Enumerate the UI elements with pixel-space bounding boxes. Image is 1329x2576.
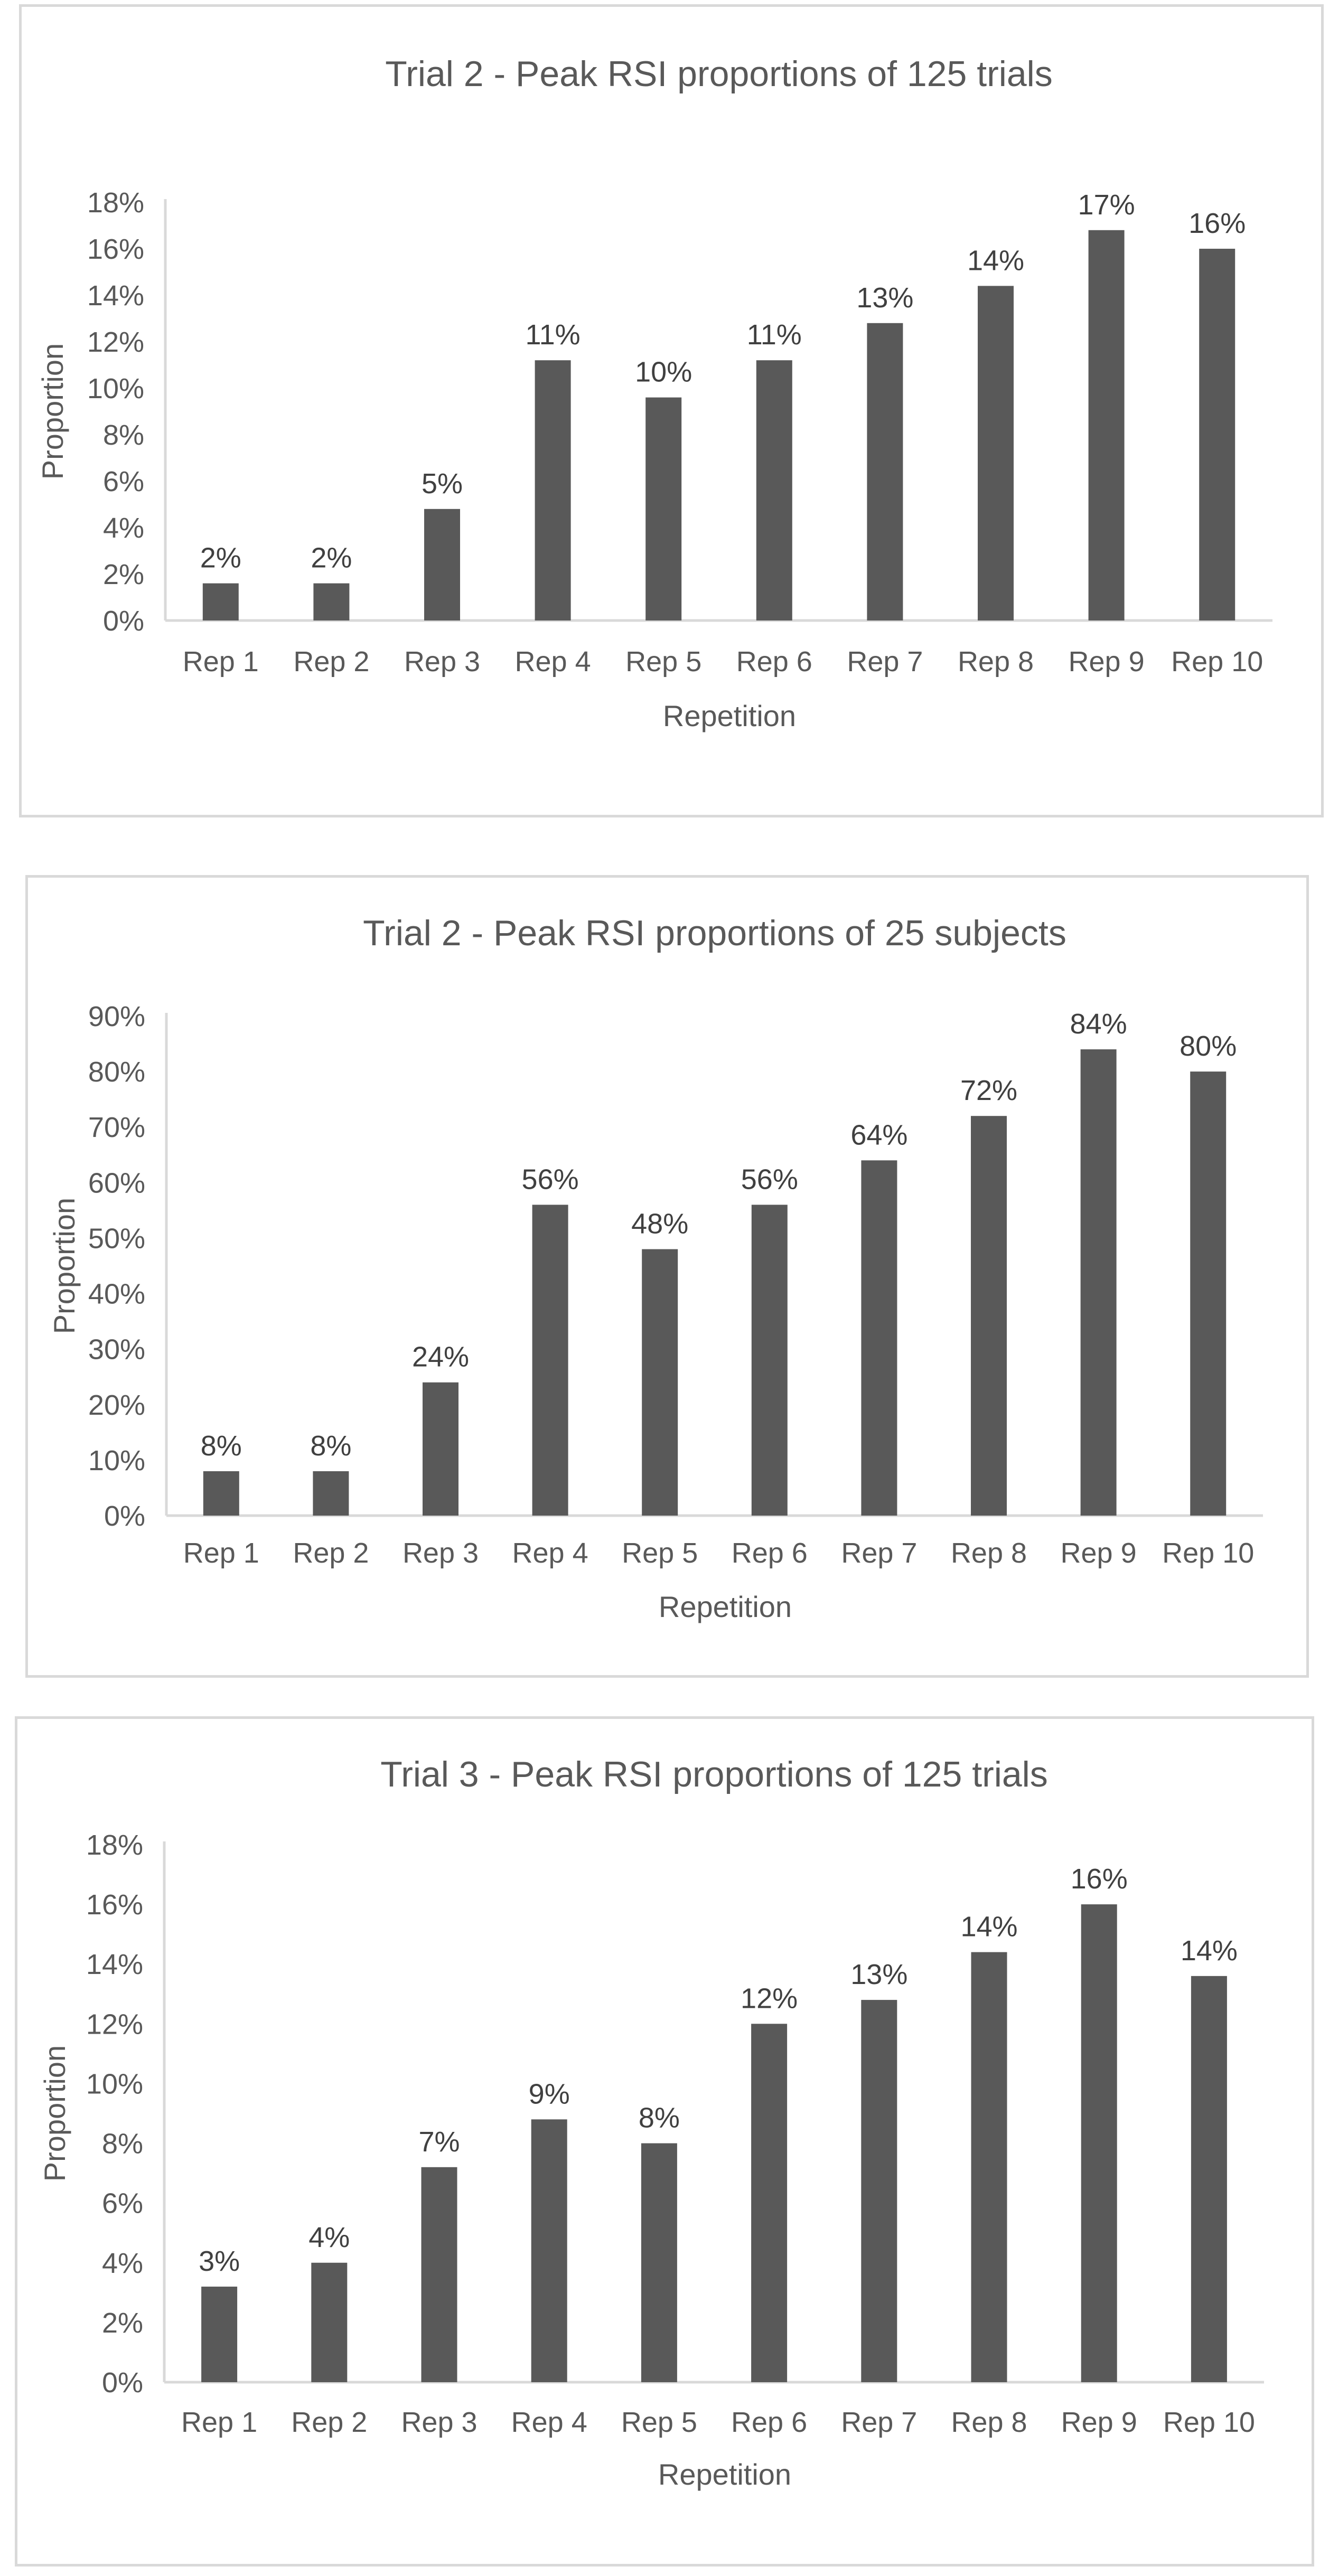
bar: [1199, 249, 1235, 621]
bar: [422, 2167, 457, 2382]
bar: [311, 2263, 347, 2382]
data-label: 12%: [741, 1982, 798, 2015]
data-label: 4%: [308, 2221, 350, 2253]
data-label: 13%: [856, 281, 914, 314]
data-label: 11%: [746, 319, 802, 351]
y-tick-label: 18%: [86, 1829, 143, 1861]
bar: [313, 1471, 349, 1516]
data-label: 5%: [421, 467, 463, 500]
bar: [532, 1205, 568, 1516]
data-label: 14%: [960, 1911, 1018, 1943]
y-tick-label: 12%: [86, 2008, 143, 2041]
y-tick-label: 8%: [101, 2128, 143, 2160]
x-category-label: Rep 9: [1068, 646, 1145, 678]
bar: [1191, 1976, 1227, 2382]
bar: [1190, 1071, 1226, 1516]
x-category-label: Rep 9: [1061, 2406, 1137, 2438]
bar: [535, 360, 571, 621]
data-label: 13%: [850, 1959, 908, 1991]
data-label: 48%: [631, 1208, 689, 1240]
y-tick-label: 50%: [88, 1223, 145, 1255]
data-label: 16%: [1070, 1863, 1128, 1895]
x-category-label: Rep 7: [847, 646, 923, 678]
x-axis-label: Repetition: [658, 1590, 792, 1623]
data-label: 9%: [528, 2078, 570, 2110]
y-tick-label: 10%: [88, 1444, 145, 1477]
x-category-label: Rep 3: [402, 1537, 479, 1569]
bar: [861, 2000, 897, 2382]
y-tick-label: 40%: [88, 1278, 145, 1310]
bar: [1089, 230, 1125, 621]
y-tick-label: 10%: [86, 2068, 143, 2100]
x-category-label: Rep 7: [841, 2406, 918, 2438]
data-label: 7%: [418, 2126, 460, 2158]
y-tick-label: 20%: [88, 1389, 145, 1421]
y-tick-label: 8%: [102, 419, 144, 451]
data-label: 14%: [1180, 1934, 1238, 1967]
bar: [203, 1471, 239, 1516]
data-label: 80%: [1180, 1030, 1237, 1063]
data-label: 64%: [850, 1119, 908, 1151]
x-axis-label: Repetition: [658, 2458, 792, 2491]
x-category-label: Rep 5: [622, 1537, 698, 1569]
x-category-label: Rep 9: [1060, 1537, 1137, 1569]
bar: [531, 2119, 567, 2382]
x-category-label: Rep 8: [957, 646, 1034, 678]
x-category-label: Rep 2: [293, 1537, 369, 1569]
x-category-label: Rep 8: [950, 1537, 1027, 1569]
y-tick-label: 0%: [101, 2367, 143, 2399]
y-tick-label: 16%: [86, 1889, 143, 1921]
x-category-label: Rep 5: [621, 2406, 697, 2438]
data-label: 10%: [635, 356, 692, 388]
y-tick-label: 12%: [87, 326, 144, 358]
x-category-label: Rep 1: [183, 1537, 259, 1569]
x-category-label: Rep 5: [625, 646, 702, 678]
chart-svg-2: [28, 878, 1306, 1675]
y-tick-label: 14%: [87, 280, 144, 312]
y-axis-label: Proportion: [36, 343, 69, 480]
x-category-label: Rep 6: [731, 2406, 808, 2438]
x-category-label: Rep 10: [1163, 2406, 1255, 2438]
data-label: 16%: [1188, 208, 1246, 239]
y-axis-label: Proportion: [48, 1197, 81, 1334]
bar: [423, 1383, 458, 1516]
y-tick-label: 30%: [88, 1333, 145, 1366]
x-category-label: Rep 10: [1162, 1537, 1255, 1569]
y-tick-label: 0%: [102, 605, 144, 637]
data-label: 2%: [200, 542, 241, 574]
x-category-label: Rep 2: [291, 2406, 368, 2438]
chart-title: Trial 3 - Peak RSI proportions of 125 trials: [380, 1754, 1048, 1794]
y-tick-label: 2%: [101, 2307, 143, 2339]
x-category-label: Rep 3: [404, 646, 481, 678]
x-axis-label: Repetition: [662, 699, 797, 732]
data-label: 72%: [960, 1075, 1018, 1107]
data-label: 84%: [1070, 1008, 1127, 1040]
x-category-label: Rep 1: [181, 2406, 258, 2438]
chart-title: Trial 2 - Peak RSI proportions of 125 trials: [385, 54, 1053, 94]
data-label: 56%: [741, 1163, 798, 1196]
y-tick-label: 6%: [102, 466, 144, 497]
x-category-label: Rep 4: [511, 2406, 587, 2438]
chart-svg-1: [22, 7, 1321, 815]
data-label: 3%: [199, 2245, 240, 2278]
x-category-label: Rep 10: [1171, 646, 1264, 678]
x-category-label: Rep 4: [512, 1537, 588, 1569]
x-category-label: Rep 8: [951, 2406, 1027, 2438]
y-tick-label: 70%: [88, 1112, 145, 1144]
chart-svg-3: [17, 1719, 1312, 2564]
y-tick-label: 10%: [87, 373, 144, 405]
y-tick-label: 2%: [102, 559, 144, 590]
bar: [756, 360, 792, 621]
bar: [978, 286, 1014, 621]
x-category-label: Rep 3: [401, 2406, 478, 2438]
bar: [861, 1160, 897, 1516]
x-category-label: Rep 6: [736, 646, 812, 678]
bar: [1081, 1049, 1117, 1516]
y-tick-label: 0%: [104, 1500, 145, 1532]
data-label: 14%: [967, 245, 1025, 277]
x-category-label: Rep 6: [731, 1537, 808, 1569]
bar: [1081, 1904, 1117, 2382]
bar: [752, 1205, 788, 1516]
chart-title: Trial 2 - Peak RSI proportions of 25 subjects: [363, 913, 1066, 953]
y-tick-label: 90%: [88, 1001, 145, 1032]
chart-panel-2: [25, 875, 1309, 1678]
bar: [424, 509, 460, 621]
bar: [867, 323, 903, 621]
x-category-label: Rep 1: [182, 646, 259, 678]
y-axis-label: Proportion: [38, 2045, 71, 2182]
bar: [642, 1249, 678, 1516]
y-tick-label: 18%: [87, 187, 144, 219]
bar: [201, 2287, 237, 2382]
data-label: 11%: [525, 319, 581, 351]
bar: [751, 2024, 787, 2382]
bar: [645, 398, 681, 621]
chart-panel-3: [15, 1716, 1314, 2566]
y-tick-label: 60%: [88, 1167, 145, 1199]
y-tick-label: 16%: [87, 233, 144, 265]
y-tick-label: 4%: [102, 512, 144, 544]
bar: [641, 2143, 677, 2382]
bar: [313, 584, 349, 621]
y-tick-label: 6%: [101, 2187, 143, 2220]
data-label: 24%: [411, 1341, 470, 1373]
y-tick-label: 14%: [86, 1949, 143, 1981]
x-category-label: Rep 7: [841, 1537, 918, 1569]
data-label: 17%: [1078, 189, 1135, 221]
bar: [971, 1116, 1007, 1516]
data-label: 56%: [521, 1163, 579, 1196]
bar: [203, 584, 239, 621]
data-label: 8%: [200, 1430, 242, 1462]
x-category-label: Rep 2: [293, 646, 370, 678]
x-category-label: Rep 4: [514, 646, 591, 678]
data-label: 8%: [310, 1430, 352, 1462]
bar: [971, 1952, 1007, 2382]
data-label: 2%: [311, 542, 352, 574]
data-label: 8%: [638, 2102, 680, 2134]
chart-panel-1: [19, 4, 1324, 817]
y-tick-label: 80%: [88, 1056, 145, 1088]
y-tick-label: 4%: [101, 2247, 143, 2279]
